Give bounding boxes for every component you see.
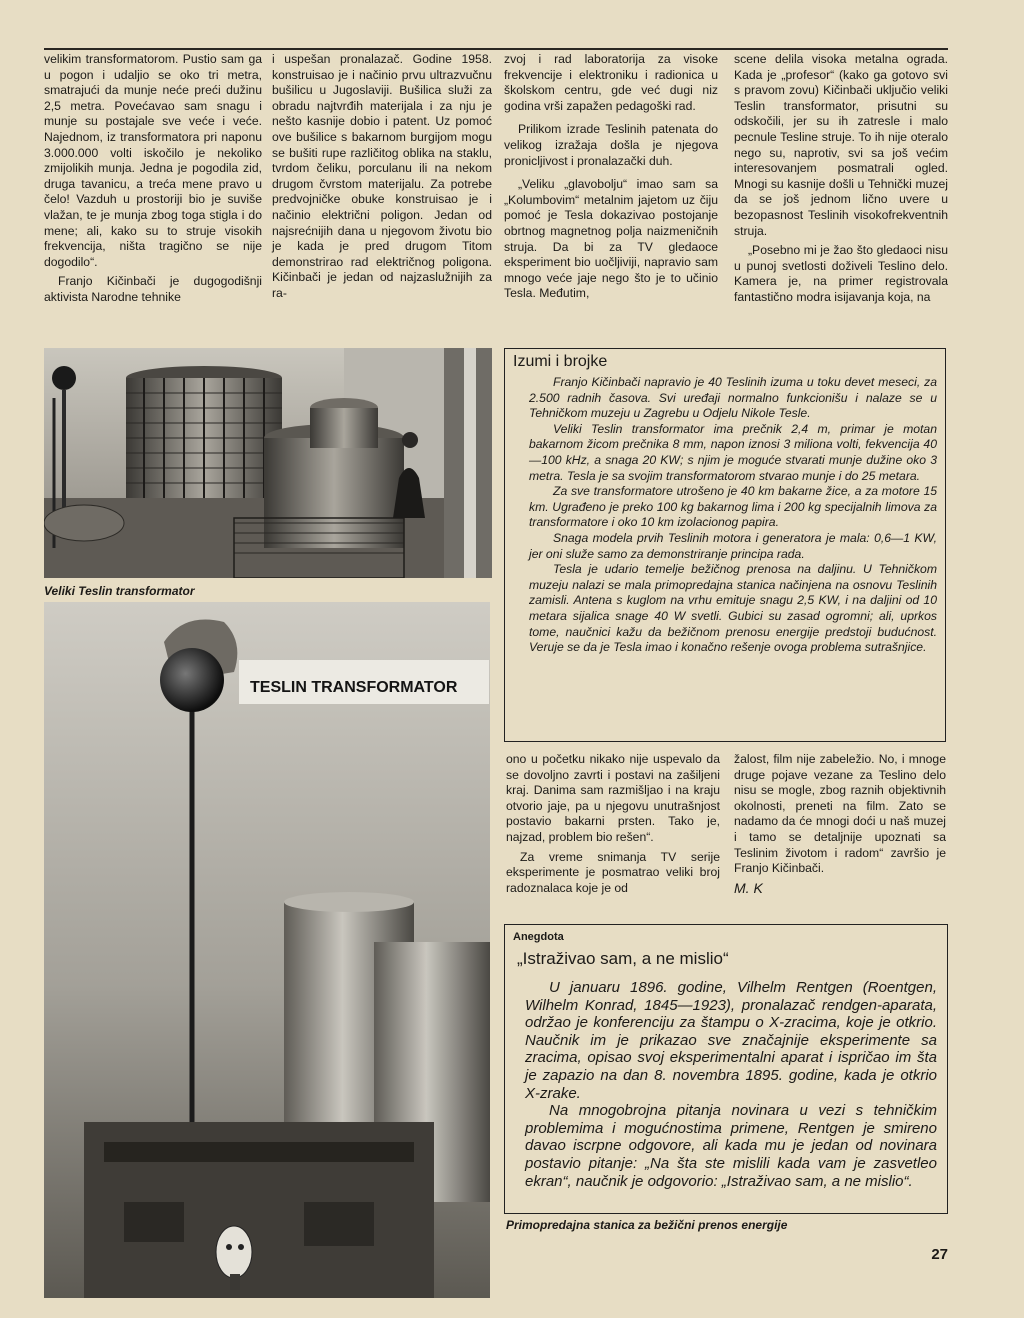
sign-text: TESLIN TRANSFORMATOR (250, 679, 458, 696)
col3-paragraph: zvoj i rad laboratorija za visoke frekvencije i elektroniku i radionica u školskom centru, gde već dugi niz godina vrši zapažen pedagoški rad. (504, 52, 718, 113)
author-signature: M. K (734, 879, 763, 896)
anecdote-title: „Istraživao sam, a ne mislio“ (517, 949, 729, 968)
col2-paragraph: i uspešan pronalazač. Godine 1958. konstruisao je i načinio prvu ultrazvučnu bušilicu u Jugoslaviji. Bušilica služi za obradu najtvrđih materijala i za nju je nešto kasnije dobio i patent. Uz pomoć ove bušilice s bakarnom burgijom mogu se bušiti rupe različitog oblika na staklu, tvrdom čeliku, porculanu ili na nekom drugom čvrstom materijalu. Za potrebe predvojničke obuke konstruisao je i načinio električni poligon. Jedan od najsrećnijih dana u njegovom životu bio je kada je pred drugom Titom demonstrirao rad električnog poligona. Kičinbači je jedan od najzaslužnijih za ra- (272, 52, 492, 300)
anecdote-paragraph: U januaru 1896. godine, Vilhelm Rentgen (Roentgen, Wilhelm Konrad, 1845—1923), pronalazač rendgen-aparata, održao je konferenciju za štampu o X-zracima, koje je otkrio. Naučnik im je prikazao sve značajnije eksperimente sa zracima, opisao svoj eksperimentalni aparat i ispričao im šta je zapazio na dan 8. novembra 1895. godine, kada je otkrio X-zrake. (525, 979, 937, 1102)
box-paragraph: Franjo Kičinbači napravio je 40 Teslinih izuma u toku devet meseci, za 2.500 radnih časova. Svi uređaji normalno funkcionišu i nalaze se u Tehničkom muzeju u Zagrebu u Odjelu Nikole Tesle. (529, 375, 937, 421)
col4-paragraph: scene delila visoka metalna ograda. Kada je „profesor“ (kako ga gotovo svi s pravom zovu) Kičinbači uključio veliki Teslin transformator, prisutni su odskočili, jer su ih zatresle i malo pecnule Tesline struje. To ih nije oteralo nego su, naprotiv, svi sa još većim interesovanjem posmatrali ogled. Mnogi su kasnije došli u Tehnički muzej da se još jednom lično uvere u bezopasnost Teslinih visokofrekventnih struja. (734, 52, 948, 238)
anecdote-box (504, 924, 948, 1214)
col1-paragraph: velikim transformatorom. Pustio sam ga u pogon i udaljio se oko tri metra, smatrajući da munje neće preći dužinu 2,5 metra. Povećavao sam snagu i munje su postajale sve veće i veće. Najednom, iz transformatora pri naponu 3.000.000 volti iskočilo je nekoliko zmijolikih munja. Jedna je pogodila zid, druga tavanicu, a treća mene pravo u čelo! Vazduh u prostoriji bio je suviše vlažan, te je munja zbog toga stigla i do mene; ali, kako su to struje visokih frekvencija, ništa tragično se nije dogodilo“. (44, 52, 262, 269)
anecdote-body (505, 979, 947, 1190)
box-paragraph: Veliki Teslin transformator ima prečnik 2,4 m, primar je motan bakarnom žicom prečnika 8 mm, napon iznosi 3 miliona volti, fekvencija 40—100 kHz, a snaga 20 KW; s njim je moguće stvarati munje dužine oko 3 metra. Tesla je sa svojim transformatorom stvarao munje i do 25 metara. (529, 421, 937, 483)
col6-paragraph: žalost, film nije zabeležio. No, i mnoge druge pojave vezane za Teslino delo nisu se mogle, zbog raznih objektivnih okolnosti, preneti na film. Zato se nadamo da će mnogi doći u naš muzej i tamo se detaljnije upoznati sa Teslinim životom i radom“ završio je Franjo Kičinbači. (734, 752, 946, 876)
anecdote-paragraph: Na mnogobrojna pitanja novinara u vezi s tehničkim problemima i mogućnostima primene, Rentgen je smireno davao iscrpne odgovore, ali kada mu je jedan od novinara postavio pitanje: „Na šta ste mislili kada vam je zasvetleo ekran“, naučnik je odgovorio: „Istraživao sam, a ne mislio“. (525, 1102, 937, 1190)
col4-paragraph: „Posebno mi je žao što gledaoci nisu u punoj svetlosti doživeli Teslino delo. Kamera je, na primer registrovala fantastično modra isijavanja koja, na (734, 243, 948, 304)
box-paragraph: Za sve transformatore utrošeno je 40 km bakarne žice, a za motore 15 km. Ugrađeno je preko 100 kg bakarnog lima i 200 kg specijalnih limova za transformatore i oko 10 km izolacionog papira. (529, 484, 937, 530)
page-number: 27 (931, 1246, 948, 1263)
transmitter-photo-illustration (44, 602, 490, 1298)
sidebar-box-inventions (504, 348, 946, 742)
box-body (505, 375, 945, 656)
photo-caption-1: Veliki Teslin transformator (44, 584, 195, 598)
col5-paragraph: Za vreme snimanja TV serije eksperimente je posmatrao veliki broj radoznalaca koje je od (506, 849, 720, 895)
article-column-3 (504, 52, 718, 306)
article-column-1 (44, 52, 262, 310)
photo-caption-2: Primopredajna stanica za bežični prenos energije (506, 1218, 788, 1232)
col3-paragraph: „Veliku „glavobolju“ imao sam sa „Kolumbovim“ metalnim jajetom uz čiju pomoć je Tesla dokazivao postojanje obrtnog magnetnog polja naizmeničnih struja. Da bi za TV gledaoce eksperiment bio uočljiviji, napravio sam mnogo veće jaje nego što je to učinio Tesla. Međutim, (504, 177, 718, 301)
article-column-2 (272, 52, 492, 306)
photo-transmitter-station (44, 602, 490, 1298)
col1-paragraph: Franjo Kičinbači je dugogodišnji aktivista Narodne tehnike (44, 274, 262, 304)
box-title: Izumi i brojke (513, 353, 608, 370)
article-column-5 (506, 752, 720, 900)
article-column-6 (734, 752, 946, 900)
box-paragraph: Tesla je udario temelje bežičnog prenosa na daljinu. U Tehničkom muzeju nalazi se mala primopredajna stanica načinjena na osnovu Teslinih zamisli. Antena s kuglom na vrhu emituje snagu 2,5 KW, i na daljini od 10 metara sijalica snage 40 W svetli. Gubici su zasad ogromni; ali, uprkos tome, naučnici kažu da bežičnom prenosu energije predstoji budućnost. Veruje se da je Tesla imao i konačno rešenje ovoga problema sutrašnjice. (529, 562, 937, 655)
col3-paragraph: Prilikom izrade Teslinih patenata do velikog izražaja došla je njegova pronicljivost i pronalazački duh. (504, 122, 718, 168)
photo-large-tesla-transformer (44, 348, 492, 578)
box-paragraph: Snaga modela prvih Teslinih motora i generatora je mala: 0,6—1 KW, jer oni služe samo za demonstriranje principa rada. (529, 530, 937, 561)
transformer-photo-illustration (44, 348, 492, 578)
article-column-4 (734, 52, 948, 310)
anecdote-label: Anegdota (513, 931, 564, 943)
top-rule (44, 48, 948, 50)
col5-paragraph: ono u početku nikako nije uspevalo da se dovoljno zavrti i postavi na zašiljeni kraj. Danima sam razmišljao i na kraju otvorio jaje, pa u njegovu unutrašnjost postavio bakarni prsten. Tako je, najzad, problem bio rešen“. (506, 752, 720, 844)
